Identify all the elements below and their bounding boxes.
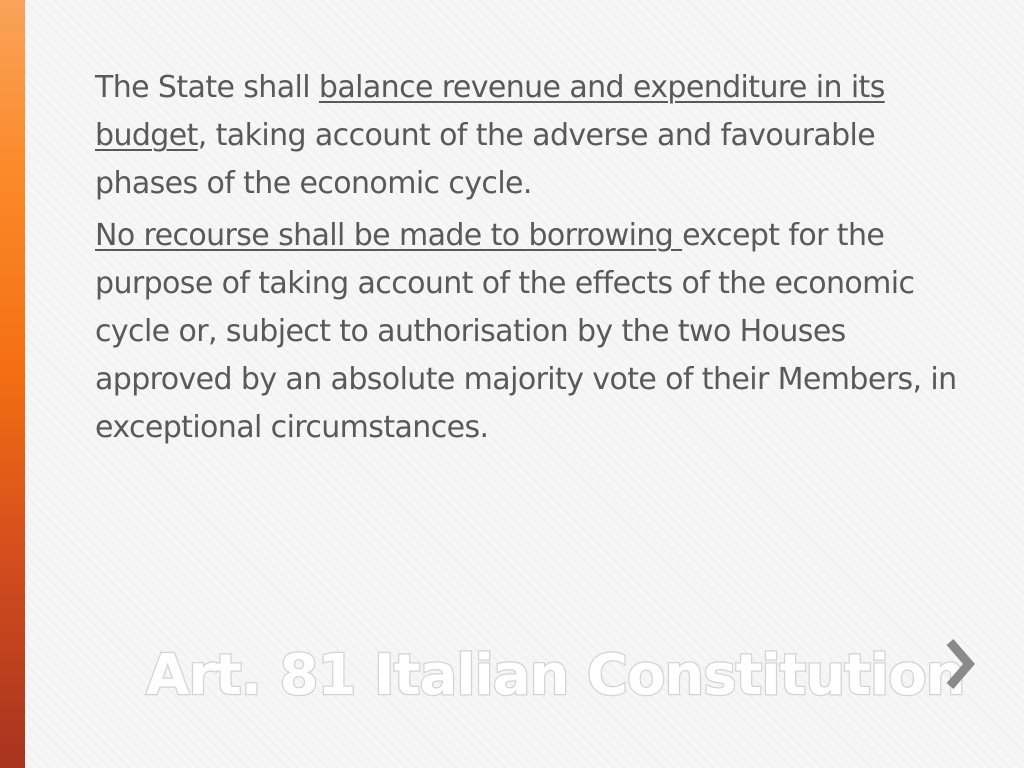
paragraph-balanced-budget <box>95 64 975 208</box>
paragraph-1-text-end: , taking account of the adverse and favourable phases of the economic cycle. <box>95 118 876 201</box>
slide-body <box>95 64 975 452</box>
slide-title: Art. 81 Italian Constitution <box>146 643 965 708</box>
chevron-right-icon[interactable] <box>942 634 978 694</box>
paragraph-1-underlined-text: balance revenue and expenditure in its budget <box>95 70 885 153</box>
paragraph-2-underlined-text: No recourse shall be made to borrowing <box>95 218 683 253</box>
accent-bar <box>0 0 25 768</box>
paragraph-2-text-end: except for the purpose of taking account of the effects of the economic cycle or, subject to authorisation by the two Houses approved by an absolute majority vote of their Members, in exceptional circumstances. <box>95 218 957 445</box>
paragraph-borrowing <box>95 212 975 452</box>
paragraph-1-text-start: The State shall <box>95 70 319 105</box>
